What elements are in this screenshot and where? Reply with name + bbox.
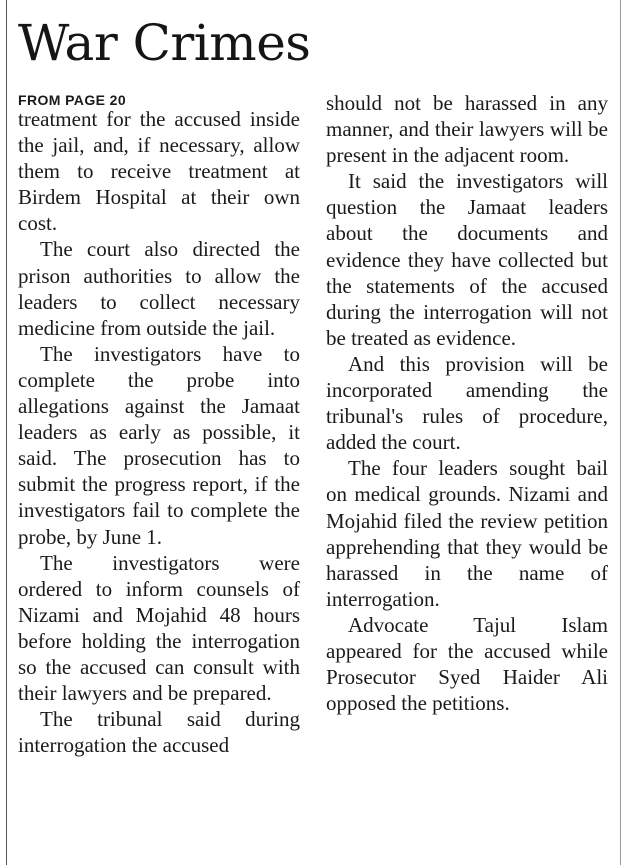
paragraph: The investigators have to complete the probe into allegations against the Jamaat leaders as early as possible, it said. The prosecution has to submit the progress report, if the investigators fail to complete the probe, by June 1. (18, 341, 300, 549)
column-rule-left (6, 0, 7, 865)
paragraph: The tribunal said during interrogation the accused (18, 707, 300, 758)
paragraph: The court also directed the prison authorities to allow the leaders to collect necessary medicine from outside the jail. (18, 237, 300, 340)
headline: War Crimes (18, 14, 311, 72)
continuation-kicker: FROM PAGE 20 (18, 92, 127, 108)
column-rule-right (620, 0, 621, 865)
paragraph: Advocate Tajul Islam appeared for the accused while Prosecutor Syed Haider Ali opposed the petitions. (326, 612, 608, 716)
paragraph: treatment for the accused inside the jail, and, if necessary, allow them to receive treatment at Birdem Hospital at their own cost. (18, 107, 300, 236)
paragraph: should not be harassed in any manner, and their lawyers will be present in the adjacent room. (326, 91, 608, 168)
right-column (326, 90, 608, 716)
paragraph: The investigators were ordered to inform counsels of Nizami and Mojahid 48 hours before holding the interrogation so the accused can consult with their lawyers and be prepared. (18, 550, 300, 706)
left-column (18, 90, 300, 758)
paragraph: The four leaders sought bail on medical grounds. Nizami and Mojahid filed the review petition apprehending that they would be harassed in the name of interrogation. (326, 456, 608, 611)
paragraph: It said the investigators will question the Jamaat leaders about the documents and evidence they have collected but the statements of the accused during the interrogation will not be treated as evidence. (326, 169, 608, 350)
paragraph: And this provision will be incorporated amending the tribunal's rules of procedure, added the court. (326, 351, 608, 455)
